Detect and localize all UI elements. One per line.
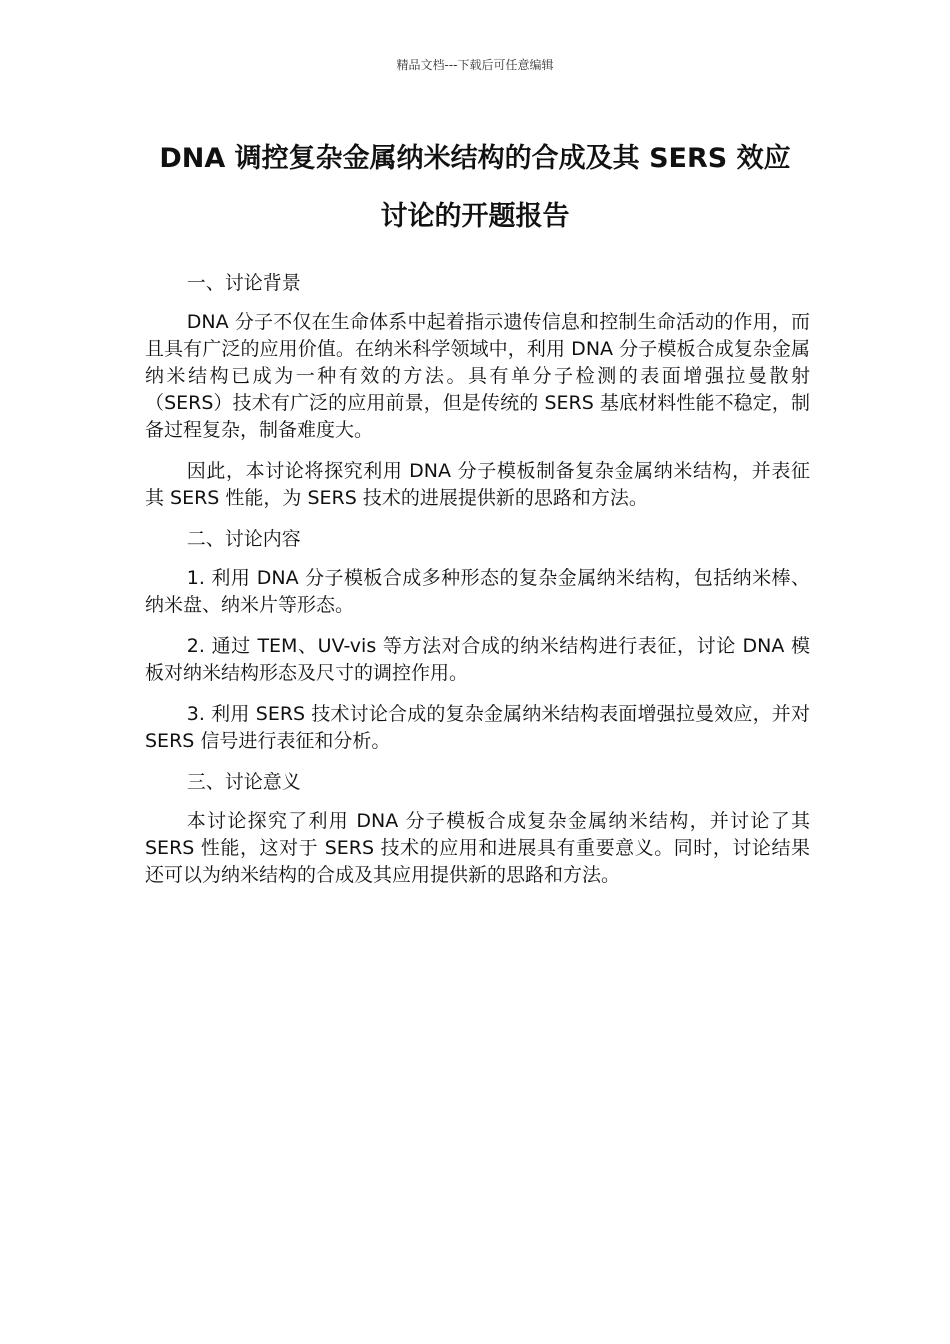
page-header: 精品文档---下载后可任意编辑 <box>396 58 554 72</box>
significance-paragraph-1: 本讨论探究了利用 DNA 分子模板合成复杂金属纳米结构，并讨论了其 SERS 性能，这对于 SERS 技术的应用和进展具有重要意义。同时，讨论结果还可以为纳米结构的合成及其应用提供新的思路和方法。 <box>145 810 810 886</box>
document-title-line-1: DNA 调控复杂金属纳米结构的合成及其 SERS 效应 <box>159 143 791 174</box>
section-heading-significance: 三、讨论意义 <box>186 771 301 793</box>
content-item-1: 1. 利用 DNA 分子模板合成多种形态的复杂金属纳米结构，包括纳米棒、纳米盘、纳米片等形态。 <box>145 567 810 616</box>
document-title-line-2: 讨论的开题报告 <box>380 201 570 232</box>
content-item-2: 2. 通过 TEM、UV-vis 等方法对合成的纳米结构进行表征，讨论 DNA 模板对纳米结构形态及尺寸的调控作用。 <box>145 635 810 684</box>
background-paragraph-2: 因此，本讨论将探究利用 DNA 分子模板制备复杂金属纳米结构，并表征其 SERS 性能，为 SERS 技术的进展提供新的思路和方法。 <box>145 460 810 509</box>
document-title <box>100 130 850 246</box>
content-item-3: 3. 利用 SERS 技术讨论合成的复杂金属纳米结构表面增强拉曼效应，并对 SERS 信号进行表征和分析。 <box>145 703 810 752</box>
background-paragraph-1: DNA 分子不仅在生命体系中起着指示遗传信息和控制生命活动的作用，而且具有广泛的应用价值。在纳米科学领域中，利用 DNA 分子模板合成复杂金属纳米结构已成为一种有效的方法。具有单分子检测的表面增强拉曼散射（SERS）技术有广泛的应用前景，但是传统的 SERS 基底材料性能不稳定，制备过程复杂，制备难度大。 <box>145 311 810 441</box>
section-heading-content: 二、讨论内容 <box>186 528 301 550</box>
section-heading-background: 一、讨论背景 <box>186 272 301 294</box>
document-body <box>145 270 810 903</box>
